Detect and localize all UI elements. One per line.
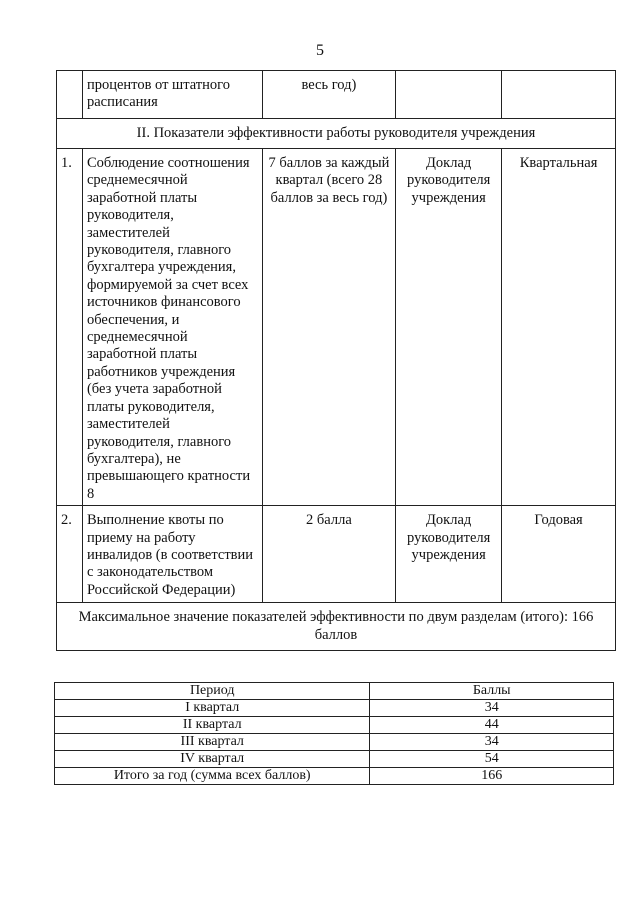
period-cell <box>502 71 616 119</box>
table-row <box>55 734 614 751</box>
period-cell: Годовая <box>502 506 616 603</box>
period-cell: III квартал <box>55 734 370 751</box>
points-cell: 54 <box>370 751 614 768</box>
points-cell: 34 <box>370 734 614 751</box>
points-cell: весь год) <box>262 71 396 119</box>
efficiency-indicators-table <box>56 70 616 651</box>
table-row <box>57 506 616 603</box>
total-row <box>55 768 614 785</box>
report-cell <box>396 71 502 119</box>
period-cell: Квартальная <box>502 149 616 506</box>
header-row <box>55 683 614 700</box>
section-header-row <box>57 119 616 149</box>
report-cell: Доклад руководителя учреждения <box>396 149 502 506</box>
points-cell: 44 <box>370 717 614 734</box>
table-row <box>55 717 614 734</box>
section-title: II. Показатели эффективности работы руководителя учреждения <box>57 119 616 149</box>
points-cell: 166 <box>370 768 614 785</box>
period-cell: IV квартал <box>55 751 370 768</box>
indicator-cell: Соблюдение соотношения среднемесячной заработной платы руководителя, заместителей руководителя, главного бухгалтера учреждения, формируемой за счет всех источников финансового обеспечения, и среднемесячной заработной платы работников учреждения (без учета заработной платы руководителя, заместителей руководителя, главного бухгалтера), не превышающего кратности 8 <box>82 149 262 506</box>
report-cell: Доклад руководителя учреждения <box>396 506 502 603</box>
row-number: 2. <box>57 506 83 603</box>
total-row <box>57 603 616 651</box>
total-text: Максимальное значение показателей эффективности по двум разделам (итого): 166 баллов <box>57 603 616 651</box>
page-number: 5 <box>316 42 324 59</box>
table-row <box>55 751 614 768</box>
column-header-period: Период <box>55 683 370 700</box>
period-cell: I квартал <box>55 700 370 717</box>
points-summary-table <box>54 682 614 785</box>
period-cell: Итого за год (сумма всех баллов) <box>55 768 370 785</box>
points-cell: 34 <box>370 700 614 717</box>
column-header-points: Баллы <box>370 683 614 700</box>
indicator-cell: процентов от штатного расписания <box>82 71 262 119</box>
table-row <box>57 149 616 506</box>
table-row <box>55 700 614 717</box>
indicator-cell: Выполнение квоты по приему на работу инвалидов (в соответствии с законодательством Российской Федерации) <box>82 506 262 603</box>
points-cell: 2 балла <box>262 506 396 603</box>
table-row <box>57 71 616 119</box>
period-cell: II квартал <box>55 717 370 734</box>
points-cell: 7 баллов за каждый квартал (всего 28 баллов за весь год) <box>262 149 396 506</box>
row-number <box>57 71 83 119</box>
row-number: 1. <box>57 149 83 506</box>
